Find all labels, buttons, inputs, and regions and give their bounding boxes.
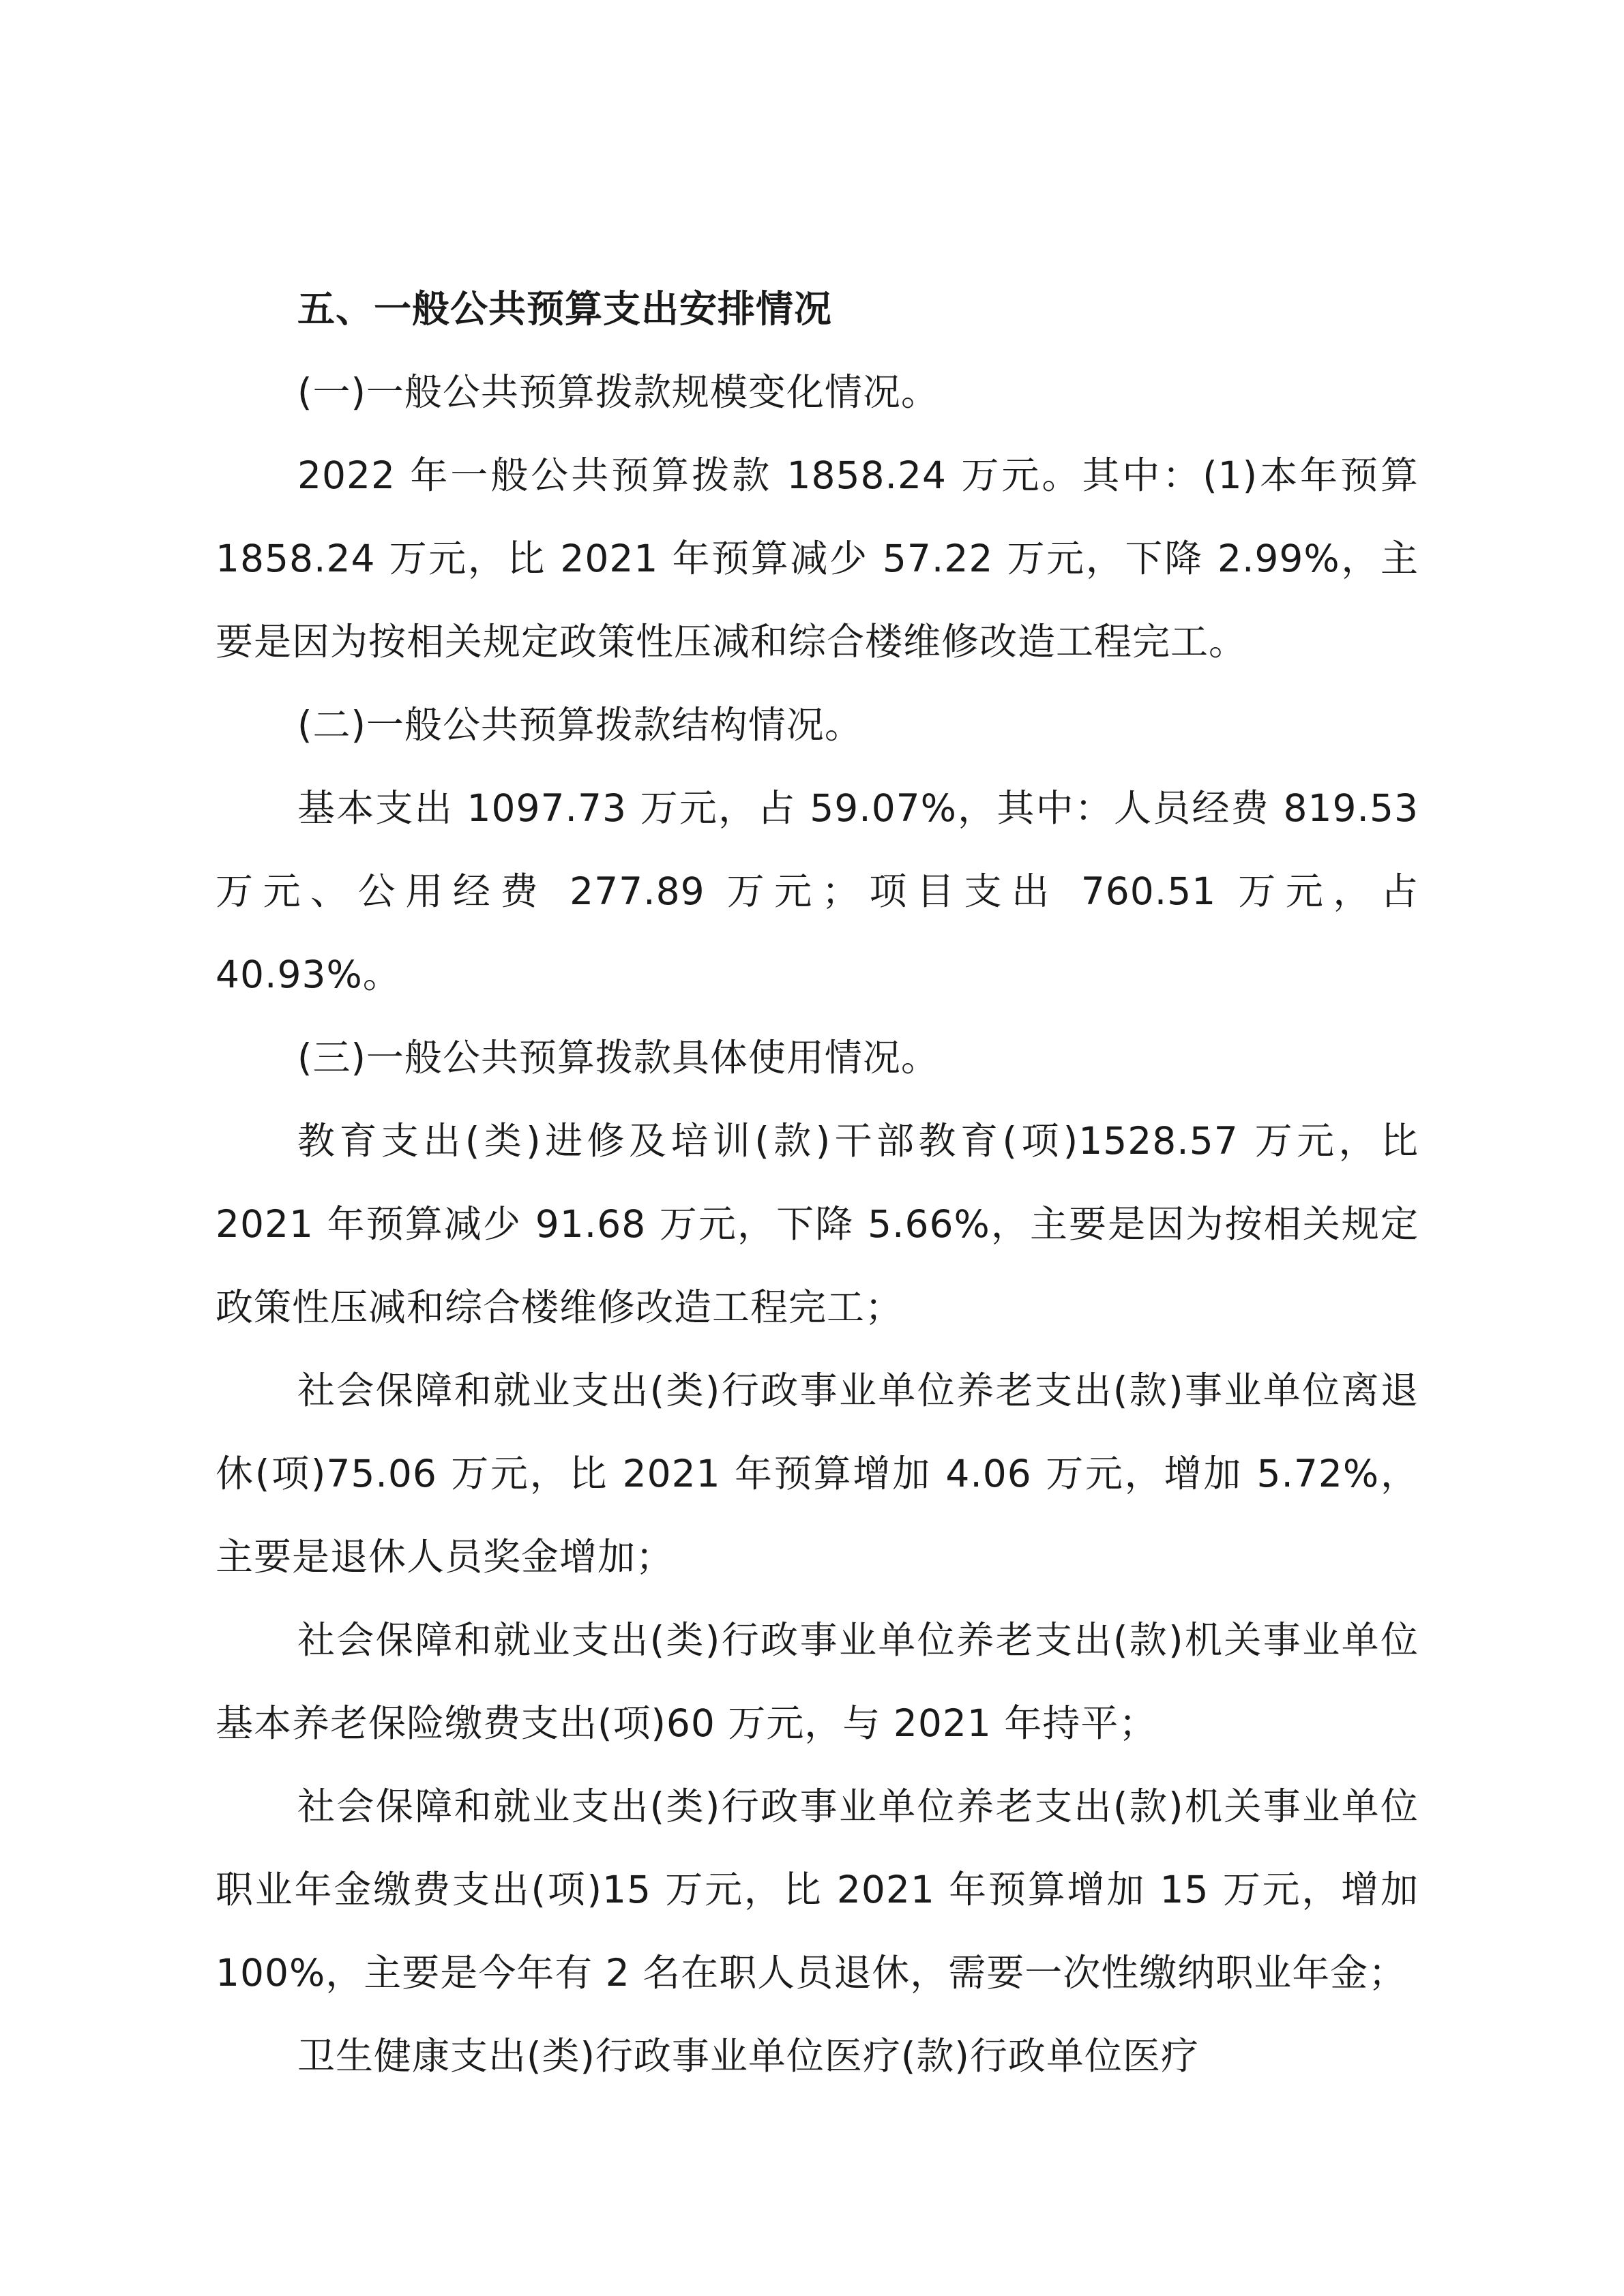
paragraph-item-retirement: 社会保障和就业支出(类)行政事业单位养老支出(款)事业单位离退休(项)75.06 万元，比 2021 年预算增加 4.06 万元，增加 5.72%，主要是退休人员奖金增加； (216, 1369, 1419, 1579)
paragraph-item-education: 教育支出(类)进修及培训(款)干部教育(项)1528.57 万元，比 2021 年预算减少 91.68 万元，下降 5.66%，主要是因为按相关规定政策性压减和综合楼维修改造工程完工； (216, 1119, 1419, 1329)
subsection-title-1: (一)一般公共预算拨款规模变化情况。 (297, 370, 939, 414)
subsection-title-2: (二)一般公共预算拨款结构情况。 (297, 703, 863, 747)
paragraph-budget-structure: 基本支出 1097.73 万元，占 59.07%，其中：人员经费 819.53 万元、公用经费 277.89 万元；项目支出 760.51 万元，占 40.93%。 (216, 786, 1419, 996)
paragraph-budget-scale: 2022 年一般公共预算拨款 1858.24 万元。其中：(1)本年预算 1858.24 万元，比 2021 年预算减少 57.22 万元，下降 2.99%，主要是因为按相关规定政策性压减和综合楼维修改造工程完工。 (216, 453, 1419, 664)
section-heading: 五、一般公共预算支出安排情况 (297, 287, 833, 331)
subsection-title-3: (三)一般公共预算拨款具体使用情况。 (297, 1036, 939, 1079)
paragraph-item-health: 卫生健康支出(类)行政事业单位医疗(款)行政单位医疗 (297, 2034, 1199, 2078)
paragraph-item-occupational-annuity: 社会保障和就业支出(类)行政事业单位养老支出(款)机关事业单位职业年金缴费支出(项)15 万元，比 2021 年预算增加 15 万元，增加 100%，主要是今年有 2 名在职人员退休，需要一次性缴纳职业年金； (216, 1785, 1419, 1995)
document-page (216, 267, 1419, 2098)
paragraph-item-pension-insurance: 社会保障和就业支出(类)行政事业单位养老支出(款)机关事业单位基本养老保险缴费支出(项)60 万元，与 2021 年持平； (216, 1618, 1419, 1745)
